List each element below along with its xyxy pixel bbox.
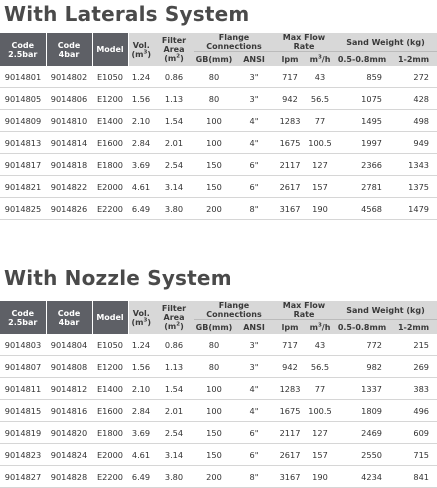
cell-filter-area: 1.54: [154, 110, 194, 132]
cell-code-2-5bar: 9014801: [0, 66, 46, 88]
cell-flange-gb: 200: [194, 198, 234, 220]
cell-flow-lpm: 2617: [274, 176, 306, 198]
header-sand: Sand Weight (kg): [334, 33, 437, 52]
cell-volume: 2.10: [128, 378, 154, 400]
cell-flange-ansi: 4": [234, 132, 274, 154]
cell-flange-gb: 150: [194, 444, 234, 466]
cell-code-2-5bar: 9014825: [0, 198, 46, 220]
cell-flow-lpm: 942: [274, 88, 306, 110]
cell-sand-fine: 2781: [334, 176, 390, 198]
header-flange-ansi: ANSI: [234, 52, 274, 67]
cell-code-2-5bar: 9014819: [0, 422, 46, 444]
header-flow-m3h: $m^3/h$: [306, 320, 334, 335]
header-code-4bar: Code 4bar: [46, 301, 92, 334]
cell-code-2-5bar: 9014807: [0, 356, 46, 378]
cell-sand-coarse: 841: [390, 466, 437, 488]
cell-volume: 2.84: [128, 132, 154, 154]
cell-sand-coarse: 272: [390, 66, 437, 88]
cell-model: E2200: [92, 198, 128, 220]
cell-filter-area: 0.86: [154, 334, 194, 356]
cell-flange-gb: 80: [194, 88, 234, 110]
cell-sand-coarse: 269: [390, 356, 437, 378]
cell-sand-fine: 2550: [334, 444, 390, 466]
table-row: [0, 66, 437, 88]
cell-code-4bar: 9014828: [46, 466, 92, 488]
cell-code-4bar: 9014804: [46, 334, 92, 356]
cell-filter-area: 3.14: [154, 444, 194, 466]
cell-flange-gb: 80: [194, 356, 234, 378]
cell-flange-ansi: 3": [234, 356, 274, 378]
table-row: [0, 422, 437, 444]
cell-sand-coarse: 949: [390, 132, 437, 154]
cell-flow-m3h: 190: [306, 466, 334, 488]
cell-flange-gb: 80: [194, 66, 234, 88]
cell-model: E1400: [92, 110, 128, 132]
table-row: [0, 444, 437, 466]
cell-sand-fine: 982: [334, 356, 390, 378]
cell-volume: 4.61: [128, 176, 154, 198]
cell-flange-ansi: 3": [234, 334, 274, 356]
cell-flow-m3h: 157: [306, 176, 334, 198]
table-row: [0, 400, 437, 422]
table-row: [0, 466, 437, 488]
cell-code-2-5bar: 9014827: [0, 466, 46, 488]
header-flow: Max Flow Rate: [274, 301, 334, 320]
cell-sand-fine: 1809: [334, 400, 390, 422]
cell-flange-ansi: 6": [234, 422, 274, 444]
cell-code-4bar: 9014822: [46, 176, 92, 198]
cell-flange-ansi: 4": [234, 110, 274, 132]
cell-model: E2000: [92, 444, 128, 466]
cell-flange-gb: 100: [194, 378, 234, 400]
cell-code-2-5bar: 9014813: [0, 132, 46, 154]
cell-code-4bar: 9014802: [46, 66, 92, 88]
cell-sand-fine: 772: [334, 334, 390, 356]
cell-model: E1600: [92, 132, 128, 154]
cell-volume: 1.24: [128, 334, 154, 356]
cell-sand-coarse: 496: [390, 400, 437, 422]
cell-flow-m3h: 157: [306, 444, 334, 466]
header-sand-fine: 0.5-0.8mm: [334, 52, 390, 67]
cell-flow-m3h: 43: [306, 334, 334, 356]
table-body: [0, 334, 437, 488]
cell-sand-coarse: 1343: [390, 154, 437, 176]
cell-flange-ansi: 3": [234, 66, 274, 88]
cell-filter-area: 2.01: [154, 400, 194, 422]
cell-sand-fine: 859: [334, 66, 390, 88]
cell-code-4bar: 9014810: [46, 110, 92, 132]
cell-model: E2000: [92, 176, 128, 198]
cell-model: E1200: [92, 356, 128, 378]
cell-flange-ansi: 8": [234, 198, 274, 220]
header-flange: Flange Connections: [194, 33, 274, 52]
header-code-2-5bar: Code 2.5bar: [0, 301, 46, 334]
cell-sand-coarse: 383: [390, 378, 437, 400]
cell-flow-lpm: 2117: [274, 422, 306, 444]
cell-code-4bar: 9014816: [46, 400, 92, 422]
header-code-4bar: Code 4bar: [46, 33, 92, 66]
header-volume: Vol. $(m^3)$: [128, 33, 154, 66]
cell-sand-fine: 1997: [334, 132, 390, 154]
cell-volume: 6.49: [128, 466, 154, 488]
cell-filter-area: 1.13: [154, 88, 194, 110]
header-flange-gb: GB(mm): [194, 52, 234, 67]
cell-volume: 1.56: [128, 88, 154, 110]
cell-code-2-5bar: 9014821: [0, 176, 46, 198]
spec-table: [0, 301, 437, 488]
table-row: [0, 110, 437, 132]
cell-model: E1800: [92, 422, 128, 444]
cell-flange-ansi: 6": [234, 176, 274, 198]
header-sand: Sand Weight (kg): [334, 301, 437, 320]
cell-flow-lpm: 1675: [274, 132, 306, 154]
cell-flow-m3h: 127: [306, 422, 334, 444]
header-flange-gb: GB(mm): [194, 320, 234, 335]
header-sand-fine: 0.5-0.8mm: [334, 320, 390, 335]
cell-filter-area: 1.13: [154, 356, 194, 378]
cell-flange-gb: 150: [194, 154, 234, 176]
cell-flange-ansi: 8": [234, 466, 274, 488]
cell-model: E1400: [92, 378, 128, 400]
cell-flange-ansi: 4": [234, 400, 274, 422]
cell-flow-lpm: 1675: [274, 400, 306, 422]
table-row: [0, 176, 437, 198]
cell-volume: 4.61: [128, 444, 154, 466]
cell-flow-m3h: 56.5: [306, 356, 334, 378]
cell-model: E1200: [92, 88, 128, 110]
cell-flange-gb: 80: [194, 334, 234, 356]
cell-code-4bar: 9014818: [46, 154, 92, 176]
cell-code-4bar: 9014820: [46, 422, 92, 444]
header-model: Model: [92, 301, 128, 334]
cell-flange-ansi: 4": [234, 378, 274, 400]
cell-sand-coarse: 428: [390, 88, 437, 110]
cell-model: E1050: [92, 334, 128, 356]
cell-sand-fine: 2469: [334, 422, 390, 444]
cell-filter-area: 0.86: [154, 66, 194, 88]
cell-sand-fine: 2366: [334, 154, 390, 176]
table-row: [0, 132, 437, 154]
cell-filter-area: 3.80: [154, 198, 194, 220]
cell-code-2-5bar: 9014817: [0, 154, 46, 176]
cell-flow-m3h: 77: [306, 378, 334, 400]
cell-flange-ansi: 6": [234, 444, 274, 466]
cell-flow-m3h: 43: [306, 66, 334, 88]
header-filter-area: Filter Area $(m^2)$: [154, 33, 194, 66]
cell-filter-area: 3.80: [154, 466, 194, 488]
header-flow-lpm: lpm: [274, 320, 306, 335]
table-row: [0, 88, 437, 110]
cell-flange-gb: 150: [194, 176, 234, 198]
cell-sand-fine: 4568: [334, 198, 390, 220]
cell-sand-coarse: 1375: [390, 176, 437, 198]
cell-volume: 1.24: [128, 66, 154, 88]
header-flow-lpm: lpm: [274, 52, 306, 67]
cell-volume: 3.69: [128, 422, 154, 444]
cell-flow-m3h: 100.5: [306, 132, 334, 154]
header-sand-coarse: 1-2mm: [390, 320, 437, 335]
table-body: [0, 66, 437, 220]
cell-filter-area: 2.54: [154, 422, 194, 444]
cell-volume: 3.69: [128, 154, 154, 176]
cell-flange-ansi: 3": [234, 88, 274, 110]
cell-code-4bar: 9014806: [46, 88, 92, 110]
section-title: With Laterals System: [4, 2, 250, 26]
cell-code-4bar: 9014808: [46, 356, 92, 378]
cell-flow-lpm: 2117: [274, 154, 306, 176]
cell-sand-fine: 4234: [334, 466, 390, 488]
cell-flow-m3h: 190: [306, 198, 334, 220]
table-row: [0, 334, 437, 356]
header-flow: Max Flow Rate: [274, 33, 334, 52]
cell-volume: 2.84: [128, 400, 154, 422]
cell-sand-fine: 1075: [334, 88, 390, 110]
cell-filter-area: 2.54: [154, 154, 194, 176]
cell-sand-coarse: 215: [390, 334, 437, 356]
cell-code-4bar: 9014824: [46, 444, 92, 466]
header-flange-ansi: ANSI: [234, 320, 274, 335]
cell-sand-fine: 1337: [334, 378, 390, 400]
cell-sand-fine: 1495: [334, 110, 390, 132]
cell-flow-lpm: 1283: [274, 110, 306, 132]
cell-code-2-5bar: 9014805: [0, 88, 46, 110]
cell-flow-lpm: 3167: [274, 198, 306, 220]
cell-model: E2200: [92, 466, 128, 488]
cell-flange-gb: 100: [194, 110, 234, 132]
cell-flow-m3h: 56.5: [306, 88, 334, 110]
cell-filter-area: 1.54: [154, 378, 194, 400]
cell-code-2-5bar: 9014823: [0, 444, 46, 466]
header-flow-m3h: $m^3/h$: [306, 52, 334, 67]
cell-code-2-5bar: 9014811: [0, 378, 46, 400]
cell-volume: 1.56: [128, 356, 154, 378]
cell-flow-lpm: 3167: [274, 466, 306, 488]
cell-flange-gb: 100: [194, 400, 234, 422]
cell-flow-m3h: 100.5: [306, 400, 334, 422]
cell-flow-lpm: 717: [274, 334, 306, 356]
table-row: [0, 356, 437, 378]
cell-sand-coarse: 609: [390, 422, 437, 444]
cell-code-4bar: 9014826: [46, 198, 92, 220]
section-title: With Nozzle System: [4, 266, 232, 290]
cell-flange-gb: 200: [194, 466, 234, 488]
header-code-2-5bar: Code 2.5bar: [0, 33, 46, 66]
cell-flow-m3h: 127: [306, 154, 334, 176]
cell-flange-ansi: 6": [234, 154, 274, 176]
cell-model: E1050: [92, 66, 128, 88]
table-row: [0, 198, 437, 220]
cell-model: E1600: [92, 400, 128, 422]
header-model: Model: [92, 33, 128, 66]
cell-filter-area: 3.14: [154, 176, 194, 198]
cell-sand-coarse: 715: [390, 444, 437, 466]
cell-flow-m3h: 77: [306, 110, 334, 132]
table-row: [0, 154, 437, 176]
cell-code-2-5bar: 9014815: [0, 400, 46, 422]
cell-code-2-5bar: 9014803: [0, 334, 46, 356]
cell-flow-lpm: 717: [274, 66, 306, 88]
cell-sand-coarse: 1479: [390, 198, 437, 220]
cell-volume: 2.10: [128, 110, 154, 132]
cell-flange-gb: 100: [194, 132, 234, 154]
cell-flow-lpm: 1283: [274, 378, 306, 400]
header-sand-coarse: 1-2mm: [390, 52, 437, 67]
cell-flow-lpm: 942: [274, 356, 306, 378]
table-row: [0, 378, 437, 400]
spec-table: [0, 33, 437, 220]
cell-flow-lpm: 2617: [274, 444, 306, 466]
cell-code-2-5bar: 9014809: [0, 110, 46, 132]
cell-volume: 6.49: [128, 198, 154, 220]
header-flange: Flange Connections: [194, 301, 274, 320]
cell-sand-coarse: 498: [390, 110, 437, 132]
header-filter-area: Filter Area $(m^2)$: [154, 301, 194, 334]
cell-code-4bar: 9014812: [46, 378, 92, 400]
cell-filter-area: 2.01: [154, 132, 194, 154]
header-volume: Vol. $(m^3)$: [128, 301, 154, 334]
cell-code-4bar: 9014814: [46, 132, 92, 154]
cell-model: E1800: [92, 154, 128, 176]
cell-flange-gb: 150: [194, 422, 234, 444]
